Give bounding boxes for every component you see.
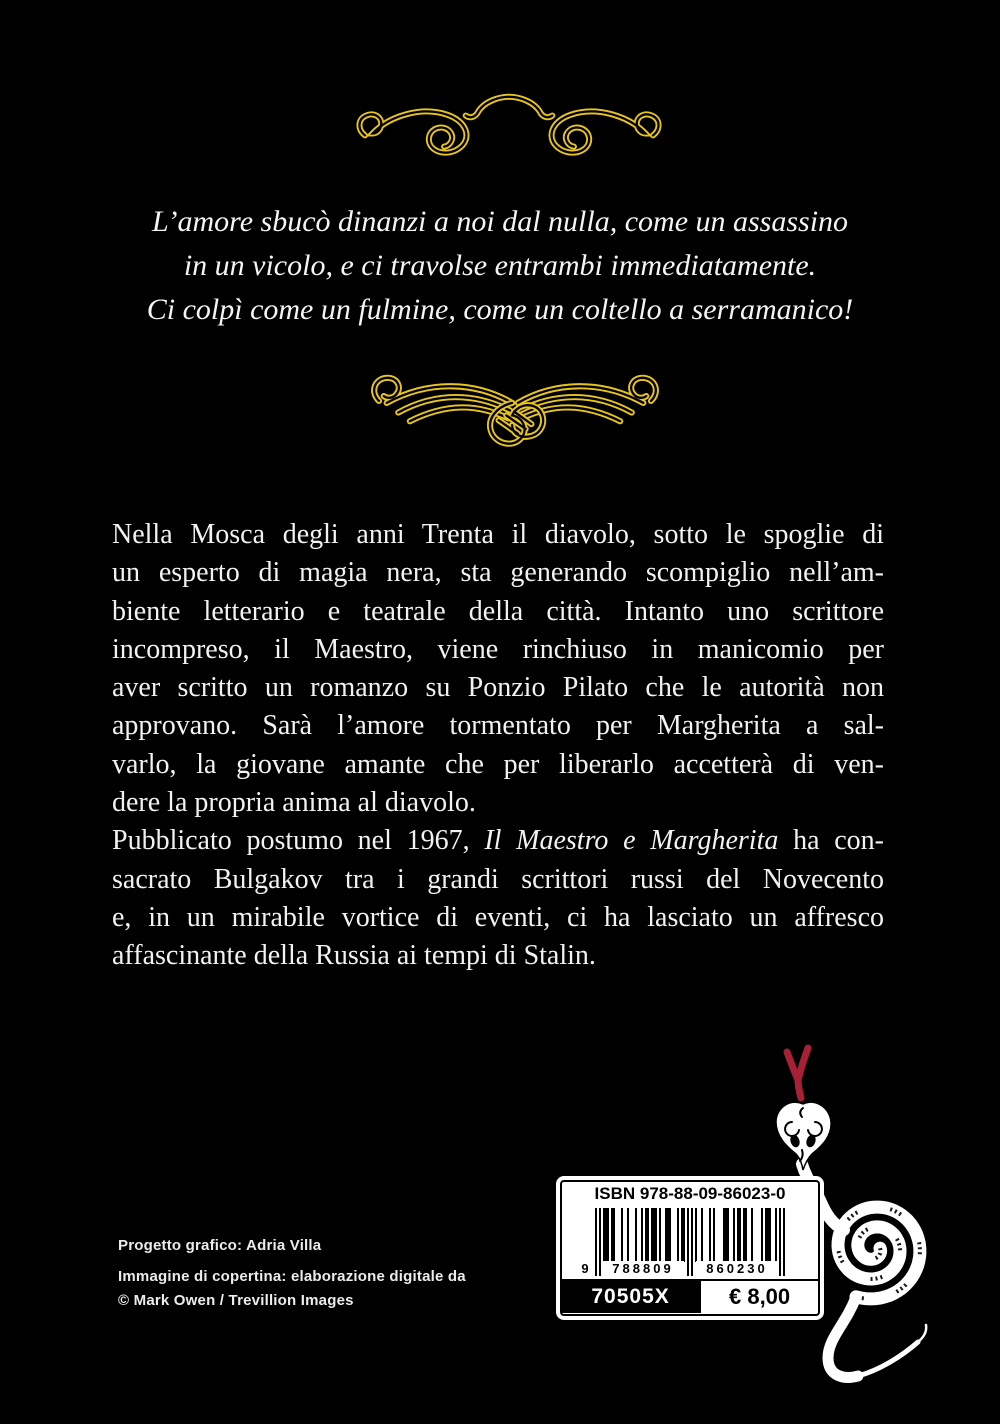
description-text: Pubblicato postumo nel 1967,: [112, 825, 485, 857]
barcode-digits: 9: [578, 1261, 592, 1276]
price: € 8,00: [699, 1281, 818, 1313]
cover-quote: [0, 200, 1000, 332]
flourish-top-ornament: [353, 93, 665, 157]
barcode-digits: 860230: [696, 1261, 778, 1276]
credits: [118, 1236, 466, 1310]
description-line: [112, 822, 884, 860]
description-line: Nella Mosca degli anni Trenta il diavolo, sotto le spoglie di: [112, 519, 884, 550]
description-text: ha con-: [778, 825, 884, 857]
snake-tongue: [787, 1048, 808, 1098]
description-line: un esperto di magia nera, sta generando scompiglio nell’am-: [112, 557, 884, 589]
quote-line: in un vicolo, e ci travolse entrambi immediatamente.: [183, 249, 817, 282]
description-line: dere la propria anima al diavolo.: [112, 787, 476, 819]
isbn-barcode-inner: [560, 1180, 820, 1316]
credit-copyright: © Mark Owen / Trevillion Images: [118, 1292, 354, 1309]
snake-tail-thin: [858, 1342, 918, 1376]
flourish-middle-ornament: [360, 372, 670, 454]
description-line: varlo, la giovane amante che per liberarlo accetterà di ven-: [112, 748, 884, 780]
price-row: [562, 1279, 818, 1313]
book-description: [112, 516, 884, 976]
snake-tail: [828, 1297, 858, 1377]
barcode-digits: 788809: [602, 1261, 684, 1276]
description-line: biente letterario e teatrale della città. Intanto uno scrittore: [112, 595, 884, 627]
book-title-italic: Il Maestro e Margherita: [484, 825, 779, 857]
credit-cover-image: Immagine di copertina: elaborazione digitale da: [118, 1268, 466, 1285]
description-line: sacrato Bulgakov tra i grandi scrittori russi del Novecento: [112, 863, 884, 895]
publisher-code: 70505X: [562, 1281, 699, 1313]
description-line: approvano. Sarà l’amore tormentato per Margherita a sal-: [112, 710, 884, 742]
snake-head: [776, 1102, 831, 1170]
description-line: incompreso, il Maestro, viene rinchiuso in manicomio per: [112, 633, 884, 665]
quote-line: L’amore sbucò dinanzi a noi dal nulla, come un assassino: [151, 205, 849, 238]
credit-design: Progetto grafico: Adria Villa: [118, 1237, 322, 1254]
description-line: aver scritto un romanzo su Ponzio Pilato che le autorità non: [112, 672, 884, 704]
snake-tail-tip: [918, 1325, 926, 1342]
ean-barcode: [581, 1208, 785, 1276]
description-line: affascinante della Russia ai tempi di Stalin.: [112, 940, 596, 972]
description-line: e, in un mirabile vortice di eventi, ci ha lasciato un affresco: [112, 901, 884, 933]
quote-line: Ci colpì come un fulmine, come un coltello a serramanico!: [146, 293, 854, 326]
isbn-label: ISBN 978-88-09-86023-0: [594, 1184, 786, 1203]
isbn-barcode-box: [556, 1176, 824, 1320]
